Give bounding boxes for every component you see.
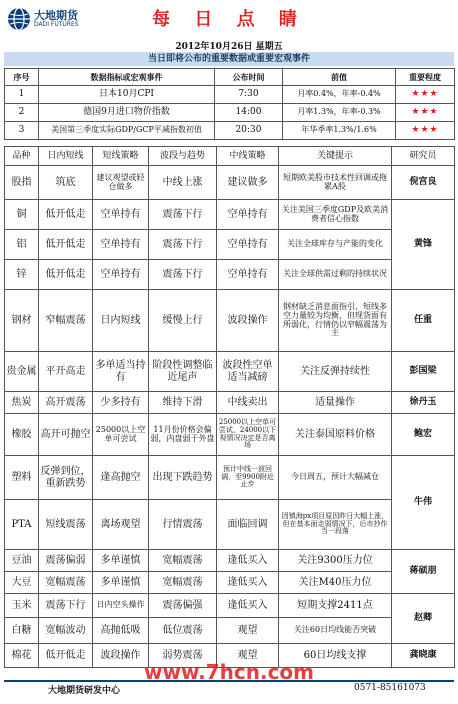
variety-name: 铝 <box>5 230 39 260</box>
variety-name: 塑料 <box>5 456 39 500</box>
analyst-name: 鲍宏 <box>392 414 455 456</box>
strategy-row <box>5 230 455 260</box>
event-name: 日本10月CPI <box>39 86 215 104</box>
strategy-table <box>4 146 455 668</box>
footer-phone: 0571-85161073 <box>354 683 426 693</box>
logo-name-en: DADI FUTURES <box>34 21 79 28</box>
analyst-name: 龚晓康 <box>392 644 455 668</box>
medium-term-strategy: 波段操作 <box>217 290 279 352</box>
header-medium-term: 中线策略 <box>217 147 279 166</box>
intraday-view: 低开低走 <box>39 200 93 230</box>
strategy-row <box>5 200 455 230</box>
variety-name: 焦炭 <box>5 392 39 414</box>
variety-name: 锌 <box>5 260 39 290</box>
event-no: 3 <box>5 122 39 140</box>
site-watermark: www.7hcn.com <box>143 660 315 684</box>
medium-term-strategy: 波段性空单适当减磅 <box>217 352 279 392</box>
analyst-name: 蒋硕朋 <box>392 550 455 594</box>
short-term-strategy: 空单持有 <box>93 260 149 290</box>
key-tip: 关注全球库存与产能的变化 <box>279 230 392 260</box>
strategy-row <box>5 392 455 414</box>
key-tip: 今日周五，预计大幅减仓 <box>279 456 392 500</box>
event-no: 2 <box>5 104 39 122</box>
key-tip: 关注泰国原料价格 <box>279 414 392 456</box>
trend-view: 弱势震荡 <box>149 644 217 668</box>
short-term-strategy: 25000以上空单可尝试 <box>93 414 149 456</box>
analyst-name: 牛伟 <box>392 456 455 550</box>
events-header-prev: 前值 <box>283 69 396 86</box>
logo-name-cn: 大地期货 <box>34 9 78 22</box>
events-header-importance: 重要程度 <box>396 69 455 86</box>
events-header-row <box>5 69 455 86</box>
event-no: 1 <box>5 86 39 104</box>
intraday-view: 反弹到位，重新跌势 <box>39 456 93 500</box>
variety-name: 橡胶 <box>5 414 39 456</box>
key-tip: 60日均线支撑 <box>279 644 392 668</box>
events-header-event: 数据指标或宏观事件 <box>39 69 215 86</box>
medium-term-strategy: 面临回调 <box>217 500 279 550</box>
variety-name: 白糖 <box>5 618 39 644</box>
analyst-name: 倪宫良 <box>392 166 455 200</box>
medium-term-strategy: 观望 <box>217 618 279 644</box>
short-term-strategy: 多单谨慎 <box>93 550 149 572</box>
strategy-row <box>5 166 455 200</box>
variety-name: 股指 <box>5 166 39 200</box>
variety-name: 铜 <box>5 200 39 230</box>
report-header <box>4 2 454 36</box>
short-term-strategy: 高抛低吸 <box>93 618 149 644</box>
event-prev: 年华季率1.3%/1.6% <box>283 122 396 140</box>
event-time: 20:30 <box>215 122 283 140</box>
intraday-view: 高开可抛空 <box>39 414 93 456</box>
report-footer <box>4 683 454 697</box>
intraday-view: 震荡偏弱 <box>39 550 93 572</box>
trend-view: 震荡偏强 <box>149 594 217 618</box>
medium-term-strategy: 中线卖出 <box>217 392 279 414</box>
short-term-strategy: 波段操作 <box>93 644 149 668</box>
events-header-time: 公布时间 <box>215 69 283 86</box>
trend-view: 维持下滑 <box>149 392 217 414</box>
event-row <box>5 86 455 104</box>
events-banner: 当日即将公布的重要数据或重要宏观事件 <box>4 52 454 66</box>
key-tip: 关注美国三季度GDP及欧美消费者信心指数 <box>279 200 392 230</box>
trend-view: 中线上涨 <box>149 166 217 200</box>
medium-term-strategy: 预计中线一波回调，至9900附近止步 <box>217 456 279 500</box>
medium-term-strategy: 25000以上空单可尝试，24000以下视情况决定是否离场 <box>217 414 279 456</box>
key-tip: 适量操作 <box>279 392 392 414</box>
key-tip: 因镇海px项目原因昨日大幅上涨，但在基本面走弱情况下，后市抄作当一段落 <box>279 500 392 550</box>
medium-term-strategy: 观望 <box>217 644 279 668</box>
intraday-view: 高开震荡 <box>39 392 93 414</box>
analyst-name: 赵卿 <box>392 594 455 644</box>
intraday-view: 宽幅震荡 <box>39 572 93 594</box>
variety-name: 玉米 <box>5 594 39 618</box>
key-tip: 短期欧美股市技术性回调或拖累A股 <box>279 166 392 200</box>
trend-view: 宽幅震荡 <box>149 550 217 572</box>
importance-stars: ★★★ <box>396 86 455 104</box>
medium-term-strategy: 空单持有 <box>217 230 279 260</box>
trend-view: 震荡下行 <box>149 230 217 260</box>
report-date: 2012年10月26日 星期五 <box>175 42 283 52</box>
short-term-strategy: 日内空头操作 <box>93 594 149 618</box>
key-tip: 关注全球供需过剩的持续状况 <box>279 260 392 290</box>
trend-view: 11月份价格会偏弱，内盘弱于外盘 <box>149 414 217 456</box>
strategy-header-row <box>5 147 455 166</box>
trend-view: 震荡下行 <box>149 260 217 290</box>
intraday-view: 筑底 <box>39 166 93 200</box>
short-term-strategy: 空单持有 <box>93 200 149 230</box>
intraday-view: 窄幅震荡 <box>39 290 93 352</box>
medium-term-strategy: 空单持有 <box>217 200 279 230</box>
header-short-term: 短线策略 <box>93 147 149 166</box>
header-intraday: 日内短线 <box>39 147 93 166</box>
event-prev: 月率1.3%，年率-0.3% <box>283 104 396 122</box>
event-time: 14:00 <box>215 104 283 122</box>
analyst-name: 彭国梁 <box>392 352 455 392</box>
trend-view: 宽幅震荡 <box>149 572 217 594</box>
strategy-row <box>5 290 455 352</box>
trend-view: 低位震荡 <box>149 618 217 644</box>
short-term-strategy: 逢高抛空 <box>93 456 149 500</box>
trend-view: 行情震荡 <box>149 500 217 550</box>
medium-term-strategy: 逢低买入 <box>217 572 279 594</box>
medium-term-strategy: 建议做多 <box>217 166 279 200</box>
trend-view: 震荡下行 <box>149 200 217 230</box>
events-table <box>4 68 455 140</box>
event-name: 德国9月进口物价指数 <box>39 104 215 122</box>
variety-name: 豆油 <box>5 550 39 572</box>
header-trend: 波段与趋势 <box>149 147 217 166</box>
event-row <box>5 104 455 122</box>
intraday-view: 低开低走 <box>39 260 93 290</box>
medium-term-strategy: 逢低买入 <box>217 594 279 618</box>
intraday-view: 平开高走 <box>39 352 93 392</box>
intraday-view: 震荡下行 <box>39 594 93 618</box>
key-tip: 关注反弹持续性 <box>279 352 392 392</box>
intraday-view: 宽幅波动 <box>39 618 93 644</box>
trend-view: 出现下跌趋势 <box>149 456 217 500</box>
trend-view: 缓慢上行 <box>149 290 217 352</box>
medium-term-strategy: 逢低买入 <box>217 550 279 572</box>
variety-name: 贵金属 <box>5 352 39 392</box>
short-term-strategy: 空单持有 <box>93 230 149 260</box>
strategy-row <box>5 352 455 392</box>
strategy-row <box>5 550 455 572</box>
intraday-view: 低开低走 <box>39 230 93 260</box>
strategy-row <box>5 456 455 500</box>
analyst-name: 任重 <box>392 290 455 352</box>
strategy-row <box>5 618 455 644</box>
report-page <box>4 2 454 700</box>
strategy-row <box>5 260 455 290</box>
key-tip: 关注9300压力位 <box>279 550 392 572</box>
short-term-strategy: 建议观望或轻仓做多 <box>93 166 149 200</box>
event-name: 美国第三季度实际GDP/GCP平减指数初值 <box>39 122 215 140</box>
trend-view: 阶段性调整临近尾声 <box>149 352 217 392</box>
header-analyst: 研究员 <box>392 147 455 166</box>
variety-name: 钢材 <box>5 290 39 352</box>
intraday-view: 低开低走 <box>39 644 93 668</box>
analyst-name: 徐丹玉 <box>392 392 455 414</box>
analyst-name: 黄锋 <box>392 200 455 290</box>
importance-stars: ★★★ <box>396 122 455 140</box>
short-term-strategy: 日内短线 <box>93 290 149 352</box>
event-prev: 月率0.4%，年率-0.4% <box>283 86 396 104</box>
key-tip: 钢材缺乏消息面指引，短线多空力量较为均衡，但现货面有所弱化，行情仍以窄幅震荡为主 <box>279 290 392 352</box>
strategy-row <box>5 572 455 594</box>
report-title: 每 日 点 睛 <box>152 9 306 30</box>
short-term-strategy: 离场观望 <box>93 500 149 550</box>
variety-name: 大豆 <box>5 572 39 594</box>
event-row <box>5 122 455 140</box>
strategy-row <box>5 500 455 550</box>
header-key-tips: 关键提示 <box>279 147 392 166</box>
header-variety: 品种 <box>5 147 39 166</box>
variety-name: PTA <box>5 500 39 550</box>
events-header-no: 序号 <box>5 69 39 86</box>
strategy-row <box>5 414 455 456</box>
short-term-strategy: 多单谨慎 <box>93 572 149 594</box>
key-tip: 关注M40压力位 <box>279 572 392 594</box>
event-time: 7:30 <box>215 86 283 104</box>
key-tip: 关注60日均线能否突破 <box>279 618 392 644</box>
footer-org: 大地期货研发中心 <box>48 686 121 696</box>
importance-stars: ★★★ <box>396 104 455 122</box>
variety-name: 棉花 <box>5 644 39 668</box>
intraday-view: 短线震荡 <box>39 500 93 550</box>
short-term-strategy: 多单适当持有 <box>93 352 149 392</box>
footer-divider <box>4 680 454 682</box>
strategy-row <box>5 594 455 618</box>
short-term-strategy: 少多持有 <box>93 392 149 414</box>
medium-term-strategy: 空单持有 <box>217 260 279 290</box>
key-tip: 短期支撑2411点 <box>279 594 392 618</box>
